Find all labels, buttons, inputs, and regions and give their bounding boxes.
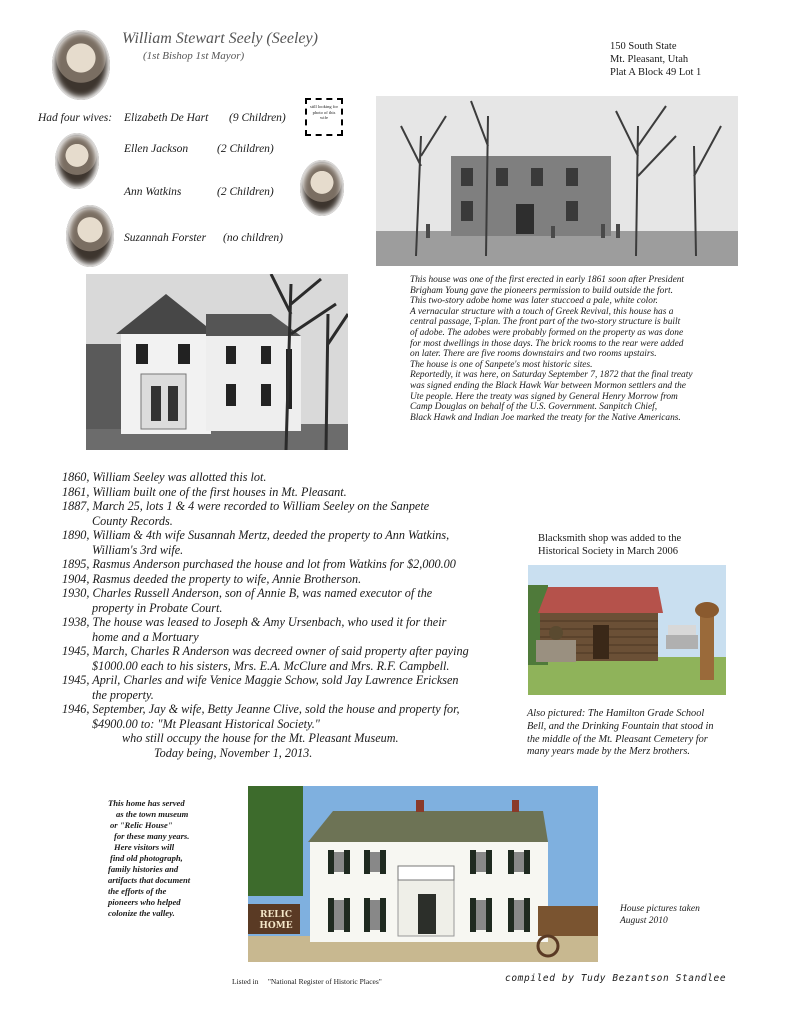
suzannah-forster-portrait	[66, 205, 114, 267]
house-description	[410, 275, 693, 423]
timeline-entry: County Records.	[92, 513, 173, 528]
wife-children: (2 Children)	[217, 186, 274, 198]
timeline-entry: Today being, November 1, 2013.	[154, 745, 313, 760]
caption-line: Historical Society in March 2006	[538, 546, 678, 557]
description-line: This house was one of the first erected in early 1861 soon after President	[410, 275, 685, 285]
historic-house-photo	[376, 96, 738, 266]
timeline-entry: 1945, April, Charles and wife Venice Maggie Schow, sold Jay Lawrence Ericksen	[62, 673, 459, 687]
timeline-entry: 1887, March 25, lots 1 & 4 were recorded to William Seeley on the Sanpete	[62, 499, 430, 513]
wife-name: Elizabeth De Hart	[124, 112, 209, 124]
wife-children: (9 Children)	[229, 112, 286, 124]
ann-watkins-portrait	[300, 160, 344, 216]
caption-line: many years made by the Merz brothers.	[527, 746, 690, 758]
address-line: Plat A Block 49 Lot 1	[610, 67, 702, 78]
missing-photo-box	[305, 98, 343, 136]
sign-line: RELIC	[259, 910, 293, 920]
note-line: for these many years.	[114, 831, 190, 841]
description-line: on later. There are five rooms downstairs and two rooms upstairs.	[410, 349, 657, 360]
relic-house-note	[108, 798, 190, 919]
relic-home-photo	[248, 786, 598, 962]
note-line: pioneers who helped	[108, 897, 181, 907]
timeline-entry: 1861, William built one of the first houses in Mt. Pleasant.	[62, 484, 347, 499]
description-line: central passage, T-plan. The front part of the two-story structure is built	[410, 317, 681, 328]
timeline-entry: $1000.00 each to his sisters, Mrs. E.A. McClure and Mrs. R.F. Campbell.	[92, 658, 450, 673]
timeline-entry: 1904, Rasmus deeded the property to wife, Annie Brotherson.	[62, 571, 362, 586]
ownership-timeline	[62, 470, 469, 760]
william-seely-portrait	[52, 30, 110, 100]
timeline-entry: 1930, Charles Russell Anderson, son of Annie B, was named executor of the	[62, 586, 433, 600]
note-line: the efforts of the	[108, 886, 167, 896]
description-line: Ute people. Here the treaty was signed by General Henry Morrow from	[410, 391, 678, 402]
timeline-entry: property in Probate Court.	[92, 600, 223, 615]
description-line: This two-story adobe home was later stuccoed a pale, white color.	[410, 296, 658, 307]
wife-children: (no children)	[223, 232, 283, 244]
relic-home-illustration	[248, 786, 598, 962]
caption-line: Blacksmith shop was added to the	[538, 533, 682, 544]
timeline-entry: home and a Mortuary	[92, 629, 199, 644]
house-bw-illustration	[86, 274, 348, 450]
page-subtitle: (1st Bishop 1st Mayor)	[143, 50, 245, 62]
timeline-entry: the property.	[92, 687, 154, 702]
description-line: for most dwellings in those days. The brick rooms to the rear were added	[410, 338, 684, 349]
description-line: Black Hawk and Indian Joe marked the treaty for the Native Americans.	[410, 412, 681, 423]
note-line: This home has served	[108, 798, 185, 808]
ellen-jackson-portrait	[55, 133, 99, 189]
description-line: Reportedly, it was here, on Saturday September 7, 1872 that the final treaty	[410, 370, 693, 381]
caption-line: Also pictured: The Hamilton Grade School	[527, 708, 705, 719]
wife-name: Ellen Jackson	[124, 143, 189, 155]
description-line: The house is one of Sanpete's most historic sites.	[410, 359, 593, 370]
timeline-entry: 1860, William Seeley was allotted this lot.	[62, 470, 267, 484]
address-line: 150 South State	[610, 41, 677, 52]
note-line: find old photograph,	[110, 853, 183, 863]
description-line: was signed ending the Black Hawk War between Mormon settlers and the	[410, 380, 686, 391]
caption-line: the middle of the Mt. Pleasant Cemetery for	[527, 733, 708, 745]
address-block	[610, 40, 701, 79]
wife-name: Ann Watkins	[124, 186, 182, 198]
note-line: or "Relic House"	[110, 820, 173, 830]
timeline-entry: 1890, William & 4th wife Susannah Mertz, deeded the property to Ann Watkins,	[62, 528, 450, 542]
compiler-credit: compiled by Tudy Bezantson Standlee	[505, 973, 727, 984]
description-line: Brigham Young gave the pioneers permission to build outside the fort.	[410, 285, 673, 296]
photo-date-caption	[620, 904, 700, 927]
description-line: A vernacular structure with a touch of Greek Revival, this house has a	[410, 306, 674, 317]
address-line: Mt. Pleasant, Utah	[610, 54, 689, 65]
blacksmith-caption	[538, 532, 681, 558]
timeline-entry: William's 3rd wife.	[92, 542, 184, 557]
historic-house-illustration	[376, 96, 738, 266]
note-line: artifacts that document	[108, 875, 191, 885]
timeline-entry: $4900.00 to: "Mt Pleasant Historical Society."	[92, 716, 320, 731]
caption-line: Bell, and the Drinking Fountain that stood in	[527, 720, 714, 732]
page-title: William Stewart Seely (Seeley)	[122, 30, 318, 47]
also-pictured-caption	[527, 708, 713, 759]
sign-line: HOME	[259, 921, 293, 931]
blacksmith-illustration	[528, 565, 726, 695]
description-line: of adobe. The adobes were probably formed on the property as was done	[410, 327, 684, 338]
missing-photo-note: still looking for photo of this wife	[310, 104, 338, 120]
description-line: Camp Douglas on behalf of the U.S. Government. Sanpitch Chief,	[410, 402, 658, 413]
timeline-entry: 1895, Rasmus Anderson purchased the house and lot from Watkins for $2,000.00	[62, 557, 456, 571]
note-line: colonize the valley.	[108, 908, 175, 918]
blacksmith-shop-photo	[528, 565, 726, 695]
wife-name: Suzannah Forster	[124, 232, 207, 244]
note-line: family histories and	[108, 864, 179, 874]
caption-line: August 2010	[620, 915, 668, 926]
house-bw-photo	[86, 274, 348, 450]
timeline-entry: 1946, September, Jay & wife, Betty Jeanne Clive, sold the house and property for,	[62, 702, 460, 716]
timeline-entry: 1945, March, Charles R Anderson was decreed owner of said property after paying	[62, 644, 469, 658]
wife-children: (2 Children)	[217, 143, 274, 155]
wives-lead: Had four wives:	[38, 112, 113, 124]
timeline-entry: who still occupy the house for the Mt. Pleasant Museum.	[122, 731, 399, 745]
note-line: as the town museum	[116, 809, 189, 819]
national-register-note: Listed in "National Register of Historic Places"	[232, 977, 382, 986]
note-line: Here visitors will	[114, 842, 175, 852]
timeline-entry: 1938, The house was leased to Joseph & Amy Ursenbach, who used it for their	[62, 615, 447, 629]
relic-home-sign	[254, 910, 298, 932]
caption-line: House pictures taken	[620, 904, 700, 914]
